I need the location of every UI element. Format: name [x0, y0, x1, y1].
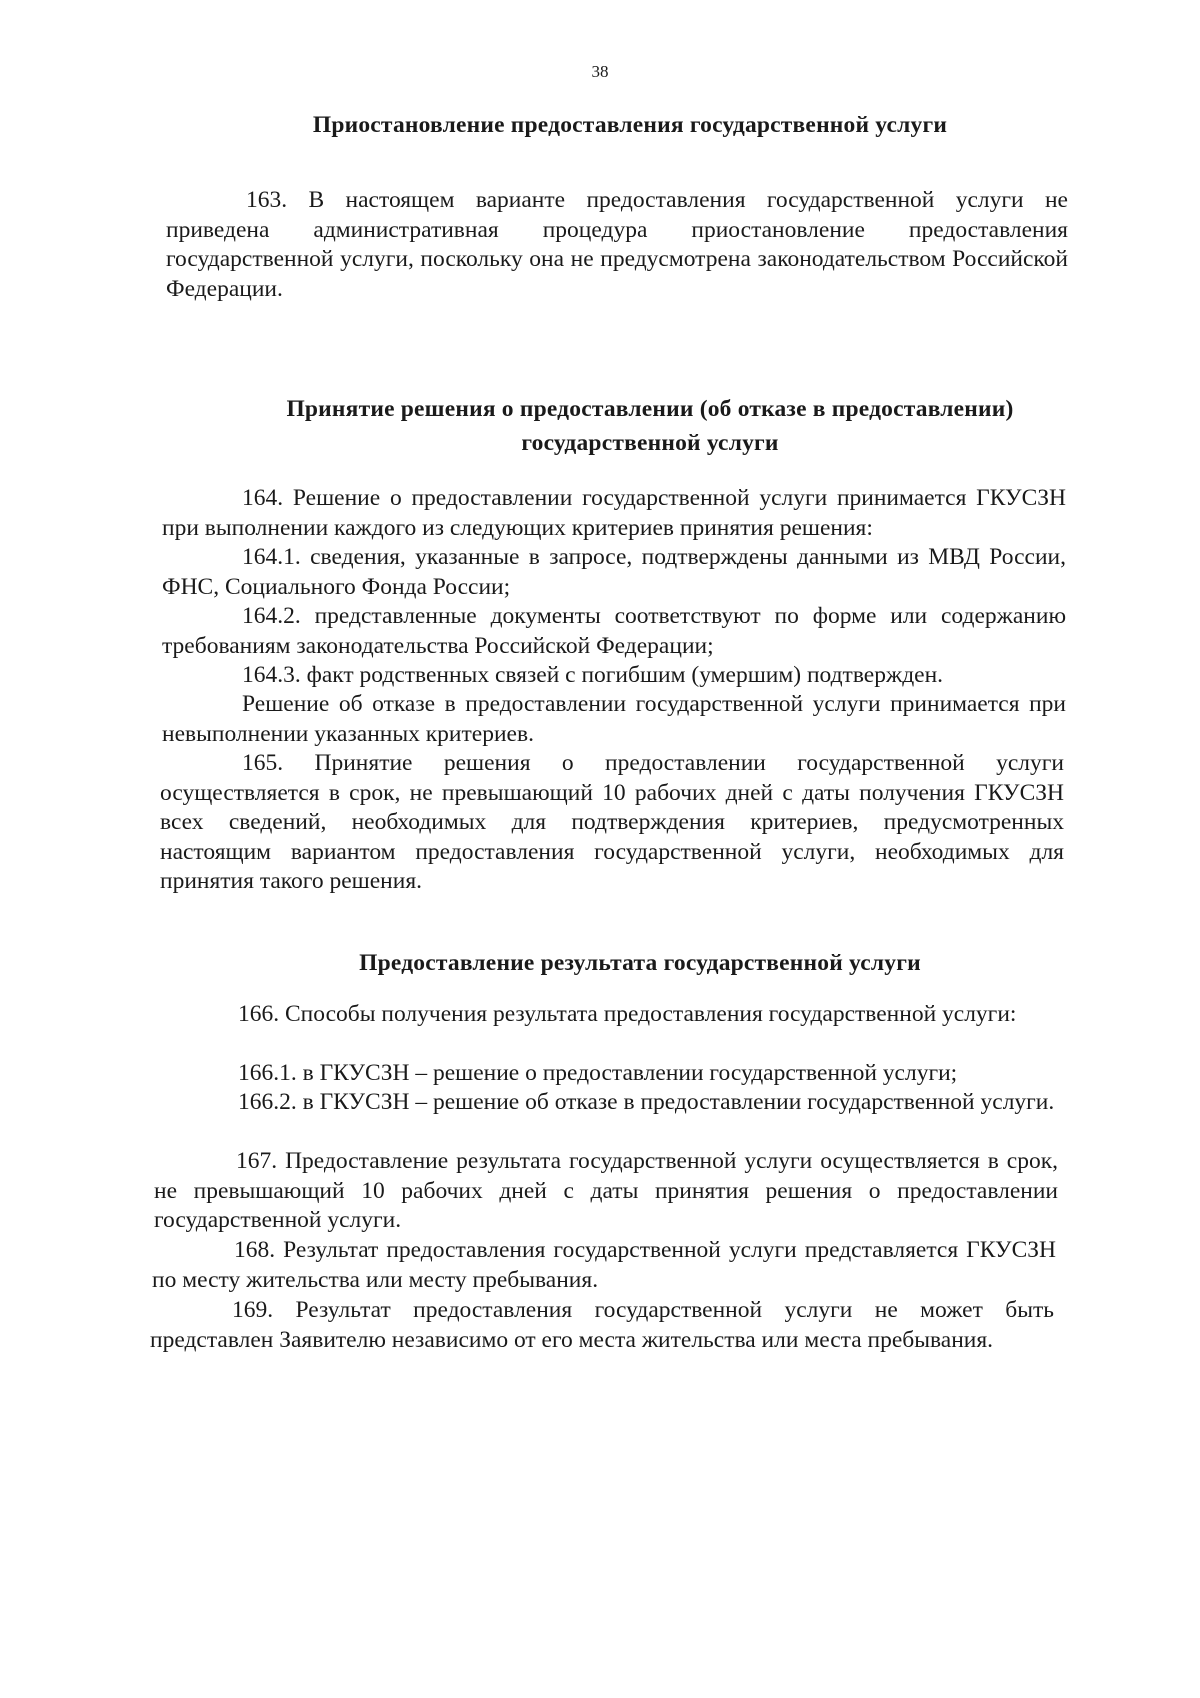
- paragraph-166-1: [156, 1059, 1060, 1089]
- paragraph-text: 169. Результат предоставления государственной услуги не может быть представлен Заявителю независимо от его места жительства или места пребывания.: [150, 1297, 1054, 1353]
- paragraph-text: 167. Предоставление результата государственной услуги осуществляется в срок, не превышающий 10 рабочих дней с даты принятия решения о предоставлении государственной услуги.: [154, 1148, 1058, 1233]
- paragraph-164: [162, 484, 1066, 543]
- paragraph-168: [152, 1236, 1056, 1295]
- paragraph-text: 166.1. в ГКУСЗН – решение о предоставлении государственной услуги;: [238, 1060, 958, 1086]
- section-heading-suspension: Приостановление предоставления государственной услуги: [312, 112, 948, 138]
- paragraph-text: 163. В настоящем варианте предоставления государственной услуги не приведена административная процедура приостановление предоставления государственной услуги, поскольку она не предусмотрена законодательством Российской Федерации.: [166, 187, 1068, 302]
- paragraph-text: Решение об отказе в предоставлении государственной услуги принимается при невыполнении указанных критериев.: [162, 691, 1066, 747]
- paragraph-text: 164.1. сведения, указанные в запросе, подтверждены данными из МВД России, ФНС, Социального Фонда России;: [162, 544, 1066, 600]
- page-number: 38: [591, 62, 609, 81]
- paragraph-text: 164.2. представленные документы соответствуют по форме или содержанию требованиям законодательства Российской Федерации;: [162, 603, 1066, 659]
- paragraph-166-2: [156, 1088, 1060, 1118]
- section-heading-result: Предоставление результата государственной услуги: [359, 950, 921, 976]
- paragraph-167: [154, 1147, 1058, 1236]
- paragraph-text: 164. Решение о предоставлении государственной услуги принимается ГКУСЗН при выполнении каждого из следующих критериев принятия решения:: [162, 485, 1066, 541]
- paragraph-text: 166.2. в ГКУСЗН – решение об отказе в предоставлении государственной услуги.: [238, 1089, 1055, 1115]
- paragraph-169: [150, 1296, 1054, 1355]
- heading-line: государственной услуги: [521, 430, 779, 456]
- paragraph-164-3: [162, 661, 1066, 691]
- section-heading-decision: [160, 392, 1140, 460]
- paragraph-refusal: [162, 690, 1066, 749]
- heading-line: Принятие решения о предоставлении (об отказе в предоставлении): [286, 396, 1014, 422]
- paragraph-166: [156, 1000, 1060, 1030]
- paragraph-text: 166. Способы получения результата предоставления государственной услуги:: [238, 1001, 1017, 1027]
- paragraph-164-2: [162, 602, 1066, 661]
- paragraph-164-1: [162, 543, 1066, 602]
- paragraph-text: 168. Результат предоставления государственной услуги представляется ГКУСЗН по месту жительства или месту пребывания.: [152, 1237, 1056, 1293]
- paragraph-text: 164.3. факт родственных связей с погибшим (умершим) подтвержден.: [242, 662, 944, 688]
- paragraph-163: [166, 186, 1068, 304]
- paragraph-text: 165. Принятие решения о предоставлении государственной услуги осуществляется в срок, не превышающий 10 рабочих дней с даты получения ГКУСЗН всех сведений, необходимых для подтверждения критериев, предусмотренных настоящим вариантом предоставления государственной услуги, необходимых для принятия такого решения.: [160, 750, 1064, 894]
- paragraph-165: [160, 749, 1064, 897]
